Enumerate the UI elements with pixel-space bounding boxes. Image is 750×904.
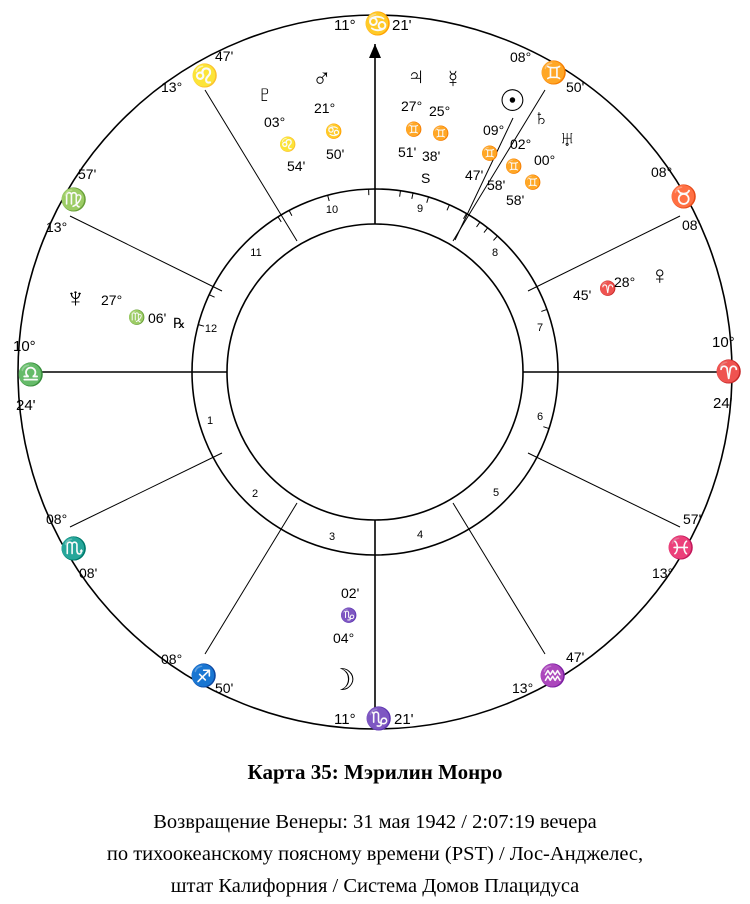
pluto-icon: ♇: [256, 81, 274, 108]
cusp-line-5: [453, 503, 545, 654]
cusp6-sign-icon: ♓: [667, 535, 695, 560]
uranus-sign-icon: ♊: [524, 174, 542, 190]
tick-mark: [289, 210, 292, 215]
saturn-sign-icon: ♊: [505, 158, 523, 174]
cusp8-degree: 08°: [651, 164, 673, 180]
cusp12-degree: 13°: [46, 219, 68, 235]
cusp8-minutes: 08': [682, 217, 701, 233]
tick-mark: [447, 205, 449, 210]
inner-ring: [227, 224, 523, 520]
mars-degree: 21°: [314, 100, 336, 116]
jupiter-minutes: 51': [398, 144, 417, 160]
tick-mark: [209, 295, 214, 298]
cusp9-degree: 08°: [510, 49, 532, 65]
tick-mark: [427, 197, 429, 203]
mc-arrow-icon: [369, 44, 381, 58]
uranus-icon: ♅: [559, 126, 576, 151]
cusp11-sign-icon: ♌: [191, 63, 219, 88]
house-number-8: 8: [491, 247, 499, 259]
cusp5-minutes: 47': [566, 649, 585, 665]
mars-icon: ♂: [312, 63, 332, 93]
cusp9-minutes: 50': [566, 79, 585, 95]
tick-mark: [543, 427, 549, 429]
mc-sign-icon: ♋: [364, 11, 392, 36]
saturn-icon: ♄: [533, 105, 550, 130]
cusp9-sign-icon: ♊: [540, 60, 568, 85]
house-number-7: 7: [536, 322, 544, 334]
cusp-line-6: [528, 453, 680, 527]
cusp11-minutes: 47': [215, 48, 234, 64]
neptune-sign-icon: ♍: [128, 309, 146, 325]
tick-mark: [412, 193, 413, 199]
cusp8-sign-icon: ♉: [670, 184, 698, 209]
dsc-sign-icon: ♈: [715, 359, 743, 384]
tick-mark: [400, 191, 401, 197]
house-cusp-lines: [19, 44, 731, 728]
neptune-minutes: 06': [148, 310, 167, 326]
cusp-line-2: [70, 453, 222, 527]
cusp6-minutes: 57': [683, 511, 702, 527]
cusp3-degree: 08°: [161, 651, 183, 667]
house-number-2: 2: [251, 488, 259, 500]
house-numbers: [205, 203, 543, 543]
saturn-degree: 02°: [510, 136, 532, 152]
house-number-1: 1: [206, 415, 214, 427]
house-ring: [192, 189, 558, 555]
venus-minutes: 45': [573, 287, 592, 303]
mc-minutes: 21': [392, 17, 412, 34]
mercury-minutes: 38': [422, 148, 441, 164]
cusp2-minutes: 08': [79, 565, 98, 581]
dsc-minutes: 24': [713, 395, 733, 412]
venus-sign-icon: ♈: [599, 280, 617, 296]
cusp3-sign-icon: ♐: [190, 663, 218, 688]
mercury-degree: 25°: [429, 103, 451, 119]
house-number-12: 12: [204, 323, 218, 335]
mercury-sign-icon: ♊: [432, 125, 450, 141]
tick-mark: [541, 309, 547, 311]
tick-mark: [484, 228, 488, 233]
cusp6-degree: 13°: [652, 565, 674, 581]
ic-minutes: 21': [394, 711, 414, 728]
ic-sign-icon: ♑: [365, 706, 393, 731]
mc-degree: 11°: [334, 17, 356, 34]
tick-mark: [278, 217, 281, 222]
ic-degree: 11°: [334, 711, 356, 728]
venus-icon: ♀: [650, 260, 670, 290]
asc-sign-icon: ♎: [17, 362, 45, 387]
sun-icon: ☉: [499, 85, 526, 118]
mercury-icon: ☿: [444, 66, 462, 93]
moon-degree: 04°: [333, 630, 355, 646]
sun-degree: 09°: [483, 122, 505, 138]
cusp3-minutes: 50': [215, 680, 234, 696]
house-number-5: 5: [492, 487, 500, 499]
moon-icon: ☽: [329, 664, 356, 697]
neptune-degree: 27°: [101, 292, 123, 308]
sun-minutes: 47': [465, 167, 484, 183]
jupiter-icon: ♃: [407, 63, 425, 90]
chart-caption-line-2: по тихоокеанскому поясному времени (PST) / Лос-Анджелес,: [106, 843, 644, 865]
house-number-9: 9: [416, 203, 424, 215]
cusp-line-12: [70, 216, 222, 291]
sun-sign-icon: ♊: [481, 145, 499, 161]
neptune-retrograde-icon: ℞: [173, 315, 186, 331]
cusp5-degree: 13°: [512, 680, 534, 696]
asc-minutes: 24': [16, 397, 36, 414]
cusp2-degree: 08°: [46, 511, 68, 527]
asc-degree: 10°: [13, 338, 36, 355]
house-number-4: 4: [416, 529, 424, 541]
jupiter-degree: 27°: [401, 98, 423, 114]
house-number-10: 10: [325, 204, 339, 216]
moon-minutes: 02': [341, 585, 360, 601]
pluto-minutes: 54': [287, 158, 306, 174]
aspect-ticks: [198, 189, 549, 428]
tick-mark: [493, 236, 497, 240]
tick-mark: [198, 325, 204, 327]
tick-mark: [328, 195, 330, 201]
chart-caption-title: Карта 35: Мэрилин Монро: [247, 760, 503, 784]
house-number-11: 11: [250, 247, 262, 259]
jupiter-sign-icon: ♊: [405, 121, 423, 137]
venus-degree: 28°: [614, 274, 636, 290]
cusp-line-3: [205, 503, 297, 654]
house-number-3: 3: [328, 531, 336, 543]
cusp12-minutes: 57': [78, 166, 97, 182]
cusp12-sign-icon: ♍: [60, 187, 88, 212]
saturn-minutes: 58': [487, 177, 506, 193]
mars-minutes: 50': [326, 146, 345, 162]
uranus-degree: 00°: [534, 152, 556, 168]
uranus-minutes: 58': [506, 192, 525, 208]
chart-caption-line-1: Возвращение Венеры: 31 мая 1942 / 2:07:19 вечера: [153, 811, 597, 833]
pluto-sign-icon: ♌: [279, 136, 297, 152]
house-number-6: 6: [536, 411, 544, 423]
cusp-line-11: [205, 90, 297, 241]
chart-caption-line-3: штат Калифорния / Система Домов Плацидуса: [170, 875, 580, 897]
mars-sign-icon: ♋: [325, 123, 343, 139]
tick-mark: [477, 222, 480, 227]
moon-sign-icon: ♑: [340, 607, 358, 623]
dsc-degree: 10°: [712, 334, 735, 351]
cusp2-sign-icon: ♏: [60, 536, 88, 561]
cusp5-sign-icon: ♒: [539, 663, 567, 688]
cusp11-degree: 13°: [161, 79, 183, 95]
mercury-station-label: S: [421, 170, 431, 186]
pluto-degree: 03°: [264, 114, 286, 130]
neptune-icon: ♆: [65, 282, 86, 313]
